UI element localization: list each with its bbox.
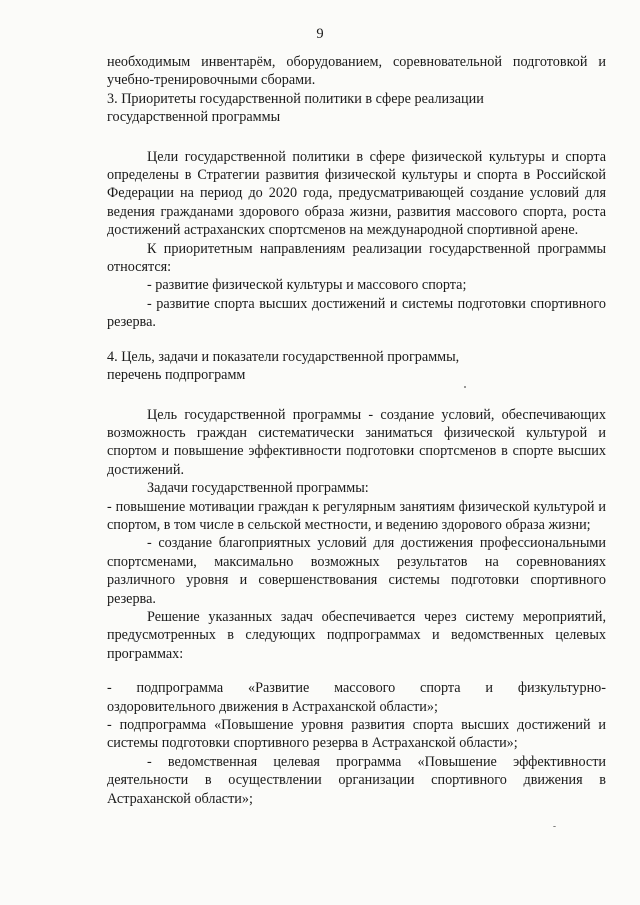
subprogram-word: подпрограмма (136, 680, 224, 697)
section-4-heading-line-1: 4. Цель, задачи и показатели государственной программы, (107, 348, 460, 365)
paragraph-policy-goals: Цели государственной политики в сфере физической культуры и спорта определены в Стратегии развития физической культуры и спорта в Российской Федерации на период до 2020 года, предусматривающей создание условий для ведения гражданами здорового образа жизни, развития массового спорта, роста достижений астраханских спортсменов на международной спортивной арене. (107, 148, 606, 239)
list-item-motivation: - повышение мотивации граждан к регулярным занятиям физической культурой и спортом, в том числе в сельской местности, и ведению здорового образа жизни; (107, 498, 606, 533)
section-4-heading-line-2: перечень подпрограмм (107, 367, 246, 384)
paragraph-priority-directions: К приоритетным направлениям реализации государственной программы относятся: (107, 240, 606, 276)
section-3-heading-line-1: 3. Приоритеты государственной политики в сфере реализации (107, 90, 484, 107)
scan-speck (464, 386, 466, 388)
subprogram-word: и (485, 680, 494, 697)
paragraph-tasks-solution: Решение указанных задач обеспечивается через систему мероприятий, предусмотренных в следующих подпрограммах и ведомственных целевых программах: (107, 608, 606, 662)
subprogram-word: - (107, 680, 112, 697)
subprogram-word: массового (334, 680, 396, 697)
page-number: 9 (316, 26, 324, 42)
list-item-mass-sport: - развитие физической культуры и массового спорта; (147, 277, 467, 294)
list-item-subprogram-mass-sport-line (107, 679, 606, 697)
list-item-subprogram-elite-sport: - подпрограмма «Повышение уровня развития спорта высших достижений и системы подготовки спортивного резерва в Астраханской области»; (107, 717, 606, 752)
list-item-subprogram-mass-sport-rest: оздоровительного движения в Астраханской области»; (107, 698, 438, 715)
paragraph-equipment: необходимым инвентарём, оборудованием, соревновательной подготовкой и учебно-тренировочными сборами. (107, 54, 606, 89)
section-3-heading-line-2: государственной программы (107, 109, 281, 126)
subprogram-word: физкультурно- (517, 680, 606, 697)
paragraph-program-goal: Цель государственной программы - создание условий, обеспечивающих возможность граждан систематически заниматься физической культурой и спортом и повышение эффективности подготовки спортсменов в спорте высших достижений. (107, 406, 606, 478)
paragraph-program-tasks: Задачи государственной программы: (147, 480, 369, 497)
list-item-elite-sport: - развитие спорта высших достижений и системы подготовки спортивного резерва. (107, 295, 606, 331)
subprogram-word: спорта (420, 680, 461, 697)
scan-speck (553, 826, 556, 827)
document-body (107, 53, 606, 808)
list-item-departmental-program: - ведомственная целевая программа «Повышение эффективности деятельности в осуществлении организации спортивного движения в Астраханской области»; (107, 753, 606, 807)
subprogram-word: «Развитие (248, 680, 310, 697)
list-item-favorable-conditions: - создание благоприятных условий для достижения профессиональными спортсменами, максимально возможных результатов на соревнованиях различного уровня и совершенствования системы подготовки спортивного резерва. (107, 535, 606, 607)
